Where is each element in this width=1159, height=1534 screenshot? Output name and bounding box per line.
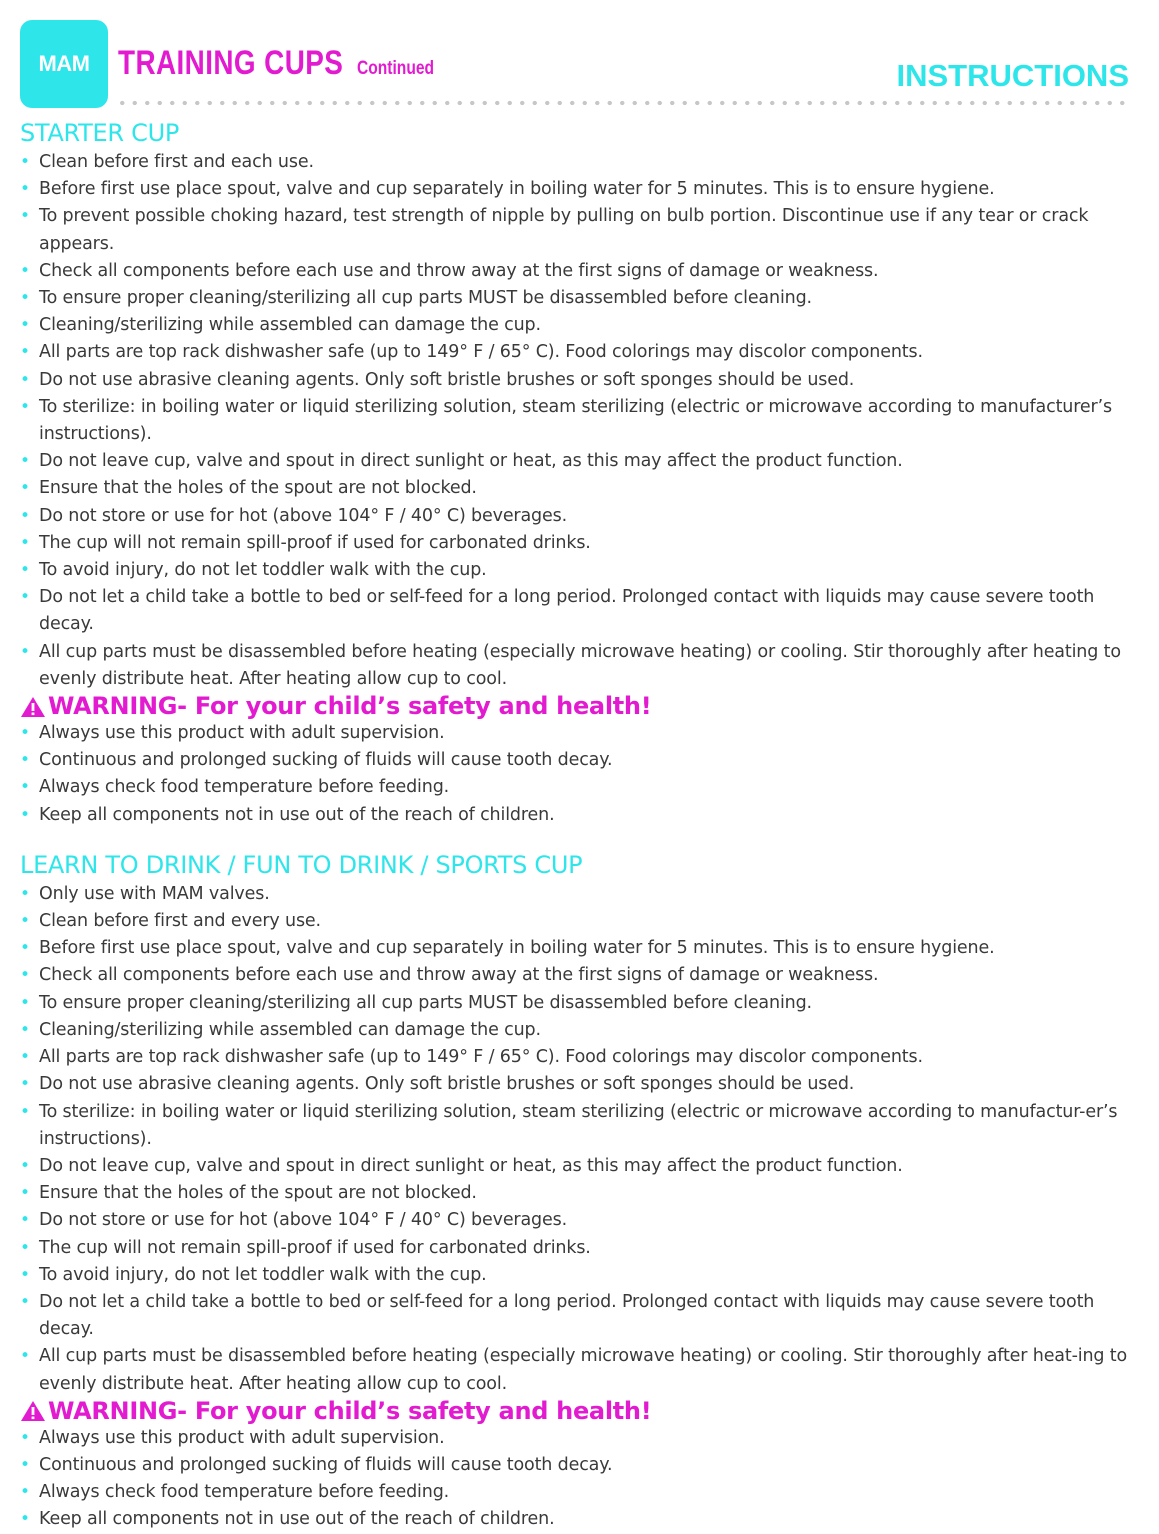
list-item: • All parts are top rack dishwasher safe (up to 149° F / 65° C). Food colorings may discolor components. [20, 1044, 1132, 1071]
learn-to-drink-list [20, 881, 1132, 1398]
list-item: • To sterilize: in boiling water or liquid sterilizing solution, steam sterilizing (electric or microwave according to manufactur-er’s instructions). [20, 1099, 1132, 1153]
list-item: • Always check food temperature before feeding. [20, 1479, 1132, 1506]
warning-triangle-icon [20, 1400, 46, 1422]
list-item: • Do not use abrasive cleaning agents. Only soft bristle brushes or soft sponges should be used. [20, 1071, 1132, 1098]
list-item: • To ensure proper cleaning/sterilizing all cup parts MUST be disassembled before cleaning. [20, 990, 1132, 1017]
list-item: • Do not store or use for hot (above 104° F / 40° C) beverages. [20, 503, 1132, 530]
list-item: • Do not use abrasive cleaning agents. Only soft bristle brushes or soft sponges should be used. [20, 367, 1132, 394]
list-item: • The cup will not remain spill-proof if used for carbonated drinks. [20, 530, 1132, 557]
list-item: • All cup parts must be disassembled before heating (especially microwave heating) or cooling. Stir thoroughly after heating to evenly distribute heat. After heating allow cup to cool. [20, 639, 1132, 693]
title-suffix: Continued [356, 58, 434, 79]
list-item: • The cup will not remain spill-proof if used for carbonated drinks. [20, 1235, 1132, 1262]
list-item: • Do not leave cup, valve and spout in direct sunlight or heat, as this may affect the product function. [20, 448, 1132, 475]
learn-to-drink-warning-list [20, 1425, 1132, 1534]
warning-triangle-icon [20, 696, 46, 718]
list-item: • Keep all components not in use out of the reach of children. [20, 802, 1132, 829]
section-heading-learn-to-drink: LEARN TO DRINK / FUN TO DRINK / SPORTS CUP [20, 850, 583, 879]
list-item: • Always use this product with adult supervision. [20, 720, 1132, 747]
list-item: • Keep all components not in use out of the reach of children. [20, 1506, 1132, 1533]
section-heading-starter-cup: STARTER CUP [20, 119, 180, 147]
list-item: • Continuous and prolonged sucking of fluids will cause tooth decay. [20, 1452, 1132, 1479]
list-item: • Cleaning/sterilizing while assembled can damage the cup. [20, 312, 1132, 339]
list-item: • To avoid injury, do not let toddler walk with the cup. [20, 1262, 1132, 1289]
list-item: • Check all components before each use and throw away at the first signs of damage or weakness. [20, 962, 1132, 989]
list-item: • Do not let a child take a bottle to bed or self-feed for a long period. Prolonged contact with liquids may cause severe tooth decay. [20, 1289, 1132, 1343]
list-item: • Do not let a child take a bottle to bed or self-feed for a long period. Prolonged contact with liquids may cause severe tooth decay. [20, 584, 1132, 638]
list-item: • Ensure that the holes of the spout are not blocked. [20, 1180, 1132, 1207]
list-item: • Only use with MAM valves. [20, 881, 1132, 908]
warning-heading [20, 693, 1132, 720]
instructions-label: INSTRUCTIONS [896, 58, 1129, 93]
list-item: • Do not leave cup, valve and spout in direct sunlight or heat, as this may affect the product function. [20, 1153, 1132, 1180]
warning-heading [20, 1398, 1132, 1425]
mam-logo: MAM [20, 20, 108, 108]
list-item: • Clean before first and each use. [20, 149, 1132, 176]
warning-text: WARNING- For your child’s safety and health! [48, 1396, 652, 1425]
list-item: • To ensure proper cleaning/sterilizing all cup parts MUST be disassembled before cleaning. [20, 285, 1132, 312]
list-item: • Before first use place spout, valve and cup separately in boiling water for 5 minutes. This is to ensure hygiene. [20, 176, 1132, 203]
list-item: • Always use this product with adult supervision. [20, 1425, 1132, 1452]
list-item: • Before first use place spout, valve and cup separately in boiling water for 5 minutes. This is to ensure hygiene. [20, 935, 1132, 962]
list-item: • Do not store or use for hot (above 104° F / 40° C) beverages. [20, 1207, 1132, 1234]
list-item: • All parts are top rack dishwasher safe (up to 149° F / 65° C). Food colorings may discolor components. [20, 339, 1132, 366]
list-item: • All cup parts must be disassembled before heating (especially microwave heating) or cooling. Stir thoroughly after heat-ing to evenly distribute heat. After heating allow cup to cool. [20, 1343, 1132, 1397]
list-item: • To prevent possible choking hazard, test strength of nipple by pulling on bulb portion. Discontinue use if any tear or crack appears. [20, 203, 1132, 257]
warning-text: WARNING- For your child’s safety and health! [48, 692, 652, 721]
list-item: • Check all components before each use and throw away at the first signs of damage or weakness. [20, 258, 1132, 285]
starter-cup-warning-list [20, 720, 1132, 829]
page-title [118, 44, 451, 83]
content [20, 117, 1132, 1534]
title-main: TRAINING CUPS [118, 44, 344, 82]
dotted-divider [116, 100, 1131, 106]
list-item: • Clean before first and every use. [20, 908, 1132, 935]
starter-cup-list [20, 149, 1132, 693]
list-item: • To avoid injury, do not let toddler walk with the cup. [20, 557, 1132, 584]
list-item: • Ensure that the holes of the spout are not blocked. [20, 475, 1132, 502]
list-item: • Continuous and prolonged sucking of fluids will cause tooth decay. [20, 747, 1132, 774]
list-item: • Cleaning/sterilizing while assembled can damage the cup. [20, 1017, 1132, 1044]
list-item: • Always check food temperature before feeding. [20, 774, 1132, 801]
list-item: • To sterilize: in boiling water or liquid sterilizing solution, steam sterilizing (electric or microwave according to manufacturer’s instructions). [20, 394, 1132, 448]
